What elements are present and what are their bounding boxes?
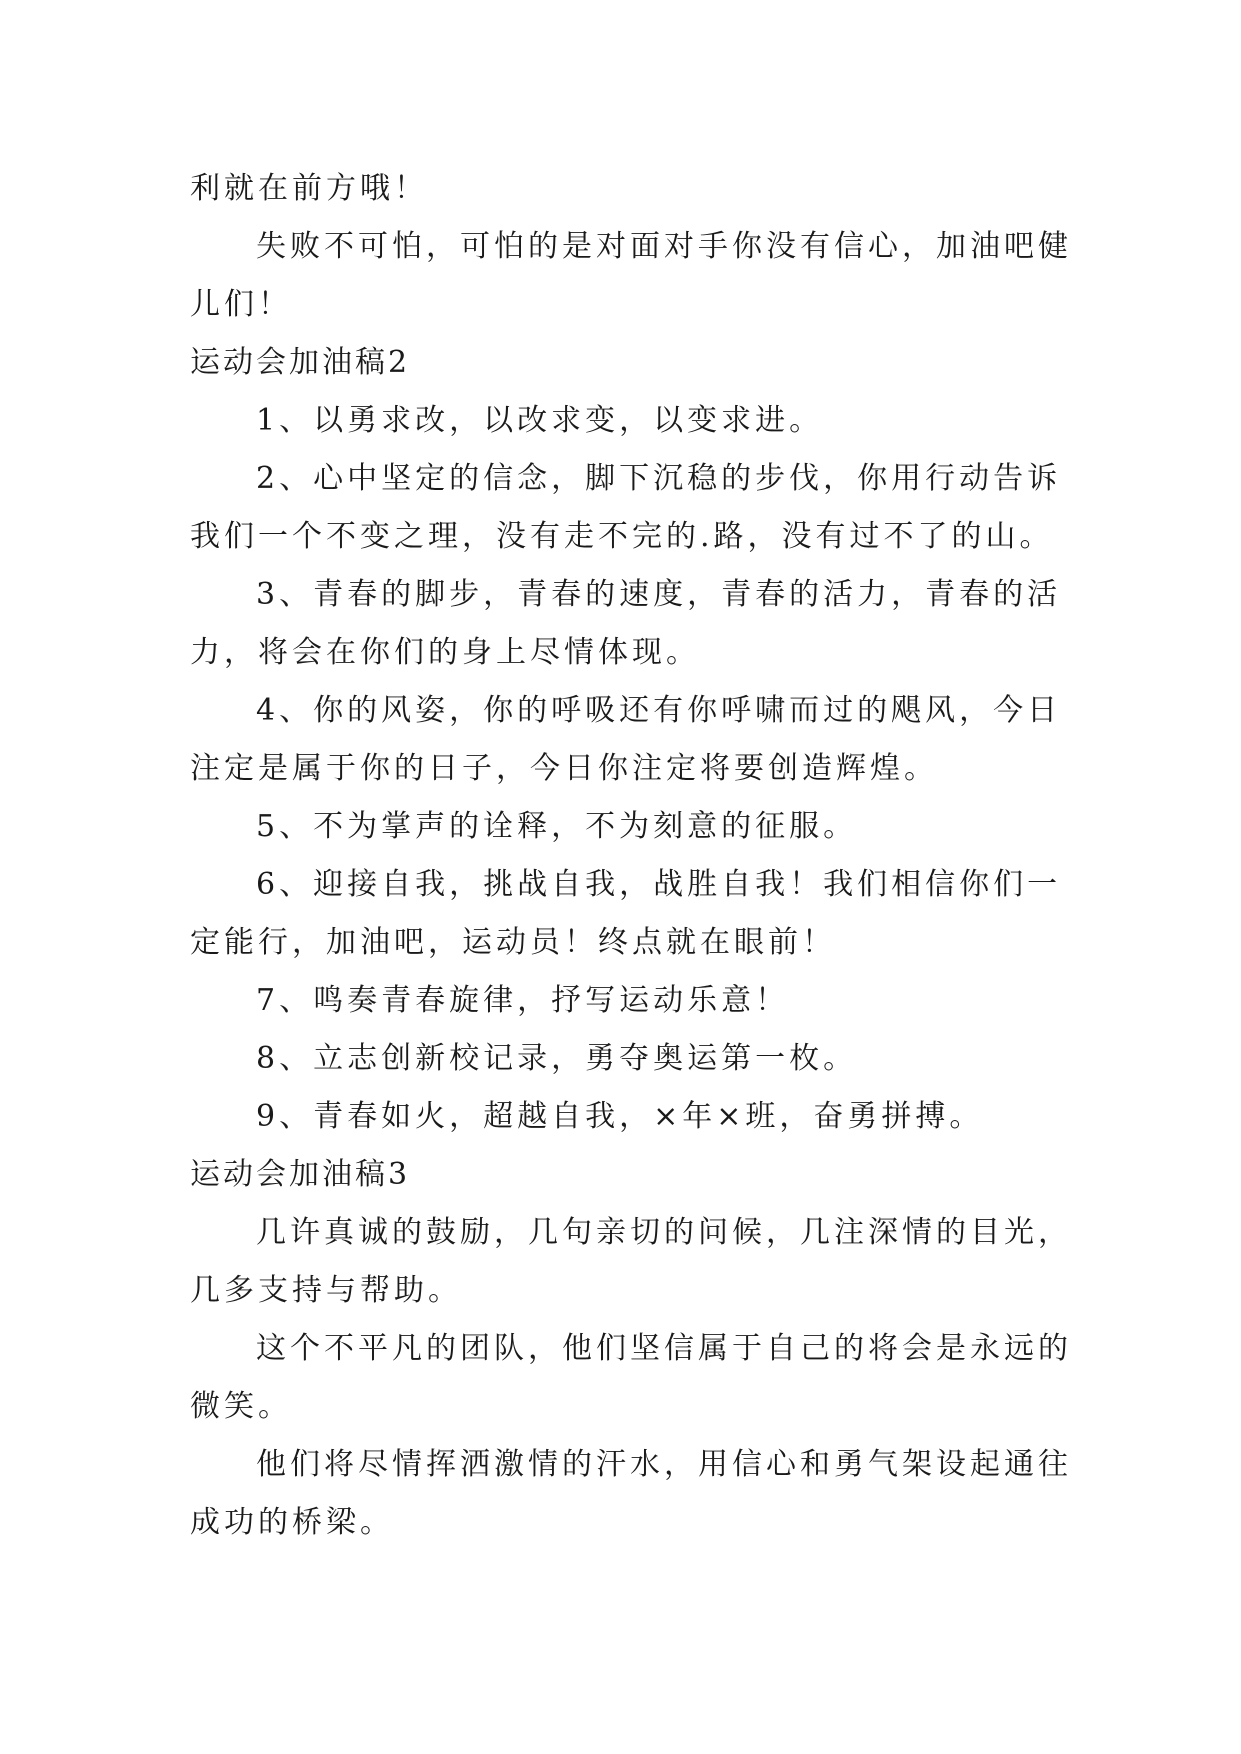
text-line: 他们将尽情挥洒激情的汗水，用信心和勇气架设起通往: [256, 1447, 1072, 1482]
text-line: 1、以勇求改，以改求变，以变求进。: [256, 403, 824, 438]
text-line: 9、青春如火，超越自我，×年×班，奋勇拼搏。: [256, 1099, 984, 1134]
text-line: 8、立志创新校记录，勇夺奥运第一枚。: [256, 1041, 858, 1076]
text-line: 这个不平凡的团队，他们坚信属于自己的将会是永远的: [256, 1331, 1072, 1366]
text-line: 利就在前方哦！: [190, 171, 428, 206]
text-line: 6、迎接自我，挑战自我，战胜自我！我们相信你们一: [256, 867, 1062, 902]
text-line: 3、青春的脚步，青春的速度，青春的活力，青春的活: [256, 577, 1062, 612]
text-line: 力，将会在你们的身上尽情体现。: [190, 635, 700, 670]
text-line: 5、不为掌声的诠释，不为刻意的征服。: [256, 809, 858, 844]
section-heading: 运动会加油稿2: [190, 345, 411, 380]
text-line: 几许真诚的鼓励，几句亲切的问候，几注深情的目光，: [256, 1215, 1072, 1250]
text-line: 几多支持与帮助。: [190, 1273, 462, 1308]
text-line: 4、你的风姿，你的呼吸还有你呼啸而过的飓风，今日: [256, 693, 1062, 728]
text-line: 我们一个不变之理，没有走不完的.路，没有过不了的山。: [190, 519, 1054, 554]
text-line: 注定是属于你的日子，今日你注定将要创造辉煌。: [190, 751, 938, 786]
text-line: 儿们！: [190, 287, 292, 322]
text-line: 2、心中坚定的信念，脚下沉稳的步伐，你用行动告诉: [256, 461, 1062, 496]
document-body: [190, 160, 1072, 1552]
text-line: 微笑。: [190, 1389, 292, 1424]
text-line: 失败不可怕，可怕的是对面对手你没有信心，加油吧健: [256, 229, 1072, 264]
section-heading: 运动会加油稿3: [190, 1157, 411, 1192]
text-line: 成功的桥梁。: [190, 1505, 394, 1540]
text-line: 7、鸣奏青春旋律，抒写运动乐意！: [256, 983, 790, 1018]
text-line: 定能行，加油吧，运动员！终点就在眼前！: [190, 925, 836, 960]
